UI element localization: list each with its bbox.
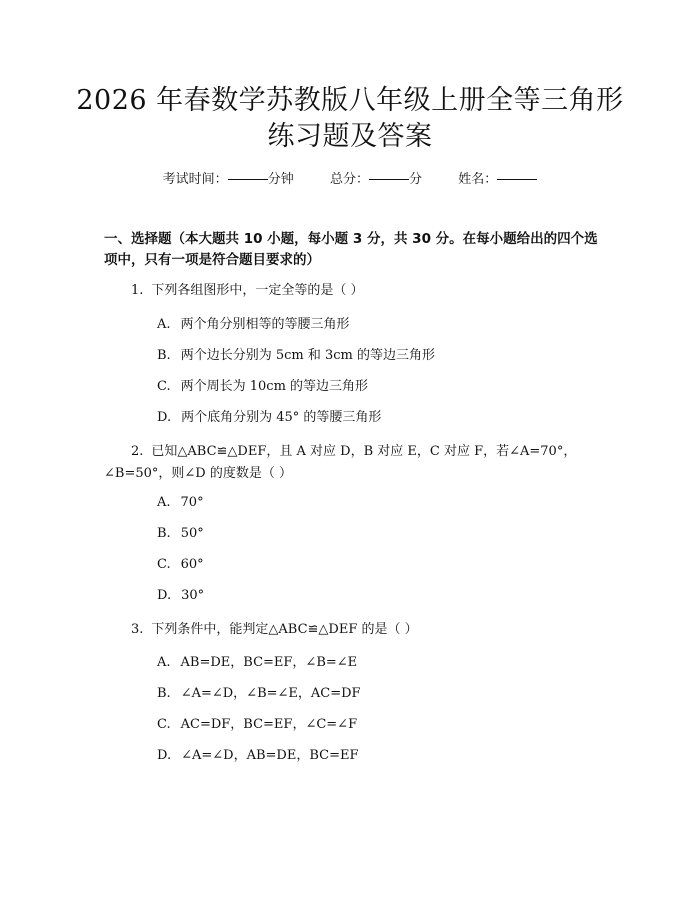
section-heading: 一、选择题（本大题共 10 小题，每小题 3 分，共 30 分。在每小题给出的四个选项中，只有一项是符合题目要求的） — [104, 231, 598, 268]
question-text: 下列条件中，能判定△ABC≌△DEF 的是（ ） — [151, 622, 418, 637]
option-text: ∠A=∠D，∠B=∠E，AC=DF — [180, 686, 361, 701]
time-blank — [228, 179, 268, 180]
page-title-line2: 练习题及答案 — [267, 121, 433, 152]
q2-option-b — [157, 524, 204, 544]
option-letter: A. — [157, 495, 171, 510]
q1-option-c — [157, 377, 368, 397]
score-blank — [369, 179, 409, 180]
time-unit: 分钟 — [267, 172, 294, 187]
name-label: 姓名： — [458, 172, 498, 187]
exam-info-line — [0, 168, 700, 187]
score-label: 总分： — [329, 172, 369, 187]
score-unit: 分 — [409, 172, 423, 187]
option-text: 70° — [180, 495, 204, 510]
q2-option-d — [157, 586, 204, 606]
q3-option-a — [157, 653, 357, 673]
q3-option-b — [157, 684, 361, 704]
option-letter: C. — [157, 379, 171, 394]
option-text: 两个底角分别为 45° 的等腰三角形 — [181, 410, 382, 425]
time-label: 考试时间： — [162, 172, 228, 187]
option-text: 两个周长为 10cm 的等边三角形 — [180, 379, 369, 394]
option-letter: C. — [157, 557, 171, 572]
question-number: 3. — [131, 622, 144, 637]
option-letter: D. — [157, 748, 172, 763]
option-text: 60° — [180, 557, 204, 572]
page-title-line1: 2026 年春数学苏教版八年级上册全等三角形 — [76, 85, 624, 116]
option-text: AC=DF，BC=EF，∠C=∠F — [180, 717, 358, 732]
option-letter: C. — [157, 717, 171, 732]
question-number: 2. — [131, 444, 144, 459]
option-letter: B. — [157, 526, 171, 541]
option-letter: B. — [157, 686, 171, 701]
q2-option-c — [157, 555, 204, 575]
option-text: 两个边长分别为 5cm 和 3cm 的等边三角形 — [180, 348, 435, 363]
option-letter: B. — [157, 348, 171, 363]
option-letter: D. — [157, 588, 172, 603]
option-letter: A. — [157, 317, 171, 332]
q3-option-c — [157, 715, 357, 735]
question-number: 1. — [131, 283, 144, 298]
option-text: AB=DE，BC=EF，∠B=∠E — [180, 655, 358, 670]
question-1 — [131, 278, 601, 304]
option-text: 两个角分别相等的等腰三角形 — [180, 317, 350, 332]
q1-option-b — [157, 346, 435, 366]
question-3 — [131, 617, 601, 643]
option-text: ∠A=∠D，AB=DE，BC=EF — [181, 748, 359, 763]
q1-option-d — [157, 408, 381, 428]
option-text: 30° — [181, 588, 205, 603]
option-text: 50° — [180, 526, 204, 541]
name-blank — [497, 179, 537, 180]
question-2-continued: ∠B=50°，则∠D 的度数是（ ） — [104, 466, 292, 481]
q3-option-d — [157, 746, 358, 766]
q1-option-a — [157, 315, 350, 335]
q2-option-a — [157, 493, 204, 513]
question-text: 下列各组图形中，一定全等的是（ ） — [151, 283, 364, 298]
option-letter: A. — [157, 655, 171, 670]
question-text: 已知△ABC≌△DEF，且 A 对应 D，B 对应 E，C 对应 F，若∠A=70°， — [151, 444, 577, 459]
option-letter: D. — [157, 410, 172, 425]
